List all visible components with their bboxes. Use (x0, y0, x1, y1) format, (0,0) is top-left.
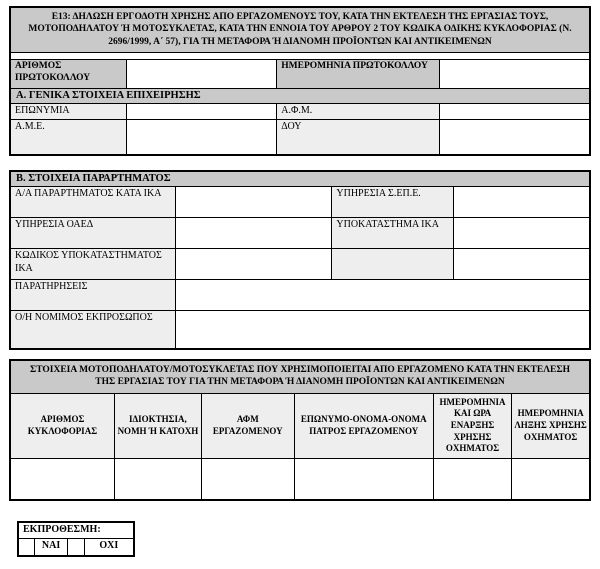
afm-label: Α.Φ.Μ. (277, 104, 439, 120)
empty-input-cell[interactable] (454, 249, 590, 280)
protocol-number-input[interactable] (126, 60, 277, 89)
vehicle-table-heading: ΣΤΟΙΧΕΙΑ ΜΟΤΟΠΟΔΗΛΑΤΟΥ/ΜΟΤΟΣΥΚΛΕΤΑΣ ΠΟΥ ΧΡΗΣΙΜΟΠΟΙΕΙΤΑΙ ΑΠΟ ΕΡΓΑΖΟΜΕΝΟ ΚΑΤΑ ΤΗΝ ΕΚΤΕΛΕΣΗ ΤΗΣ ΕΡΓΑΣΙΑΣ ΤΟΥ ΓΙΑ ΤΗΝ ΜΕΤΑΦΟΡΑ Ή ΔΙΑΝΟΜΗ ΠΡΟΪΟΝΤΩΝ ΚΑΙ ΑΝΤΙΚΕΙΜΕΝΩΝ (10, 360, 590, 393)
col-header-employee-afm: ΑΦΜ ΕΡΓΑΖΟΜΕΝΟΥ (201, 393, 294, 458)
col-header-ownership: ΙΔΙΟΚΤΗΣΙΑ, ΝΟΜΗ Ή ΚΑΤΟΧΗ (114, 393, 201, 458)
late-no-label: ΟΧΙ (84, 538, 134, 556)
oaed-service-input[interactable] (175, 218, 332, 249)
sepe-service-label: ΥΠΗΡΕΣΙΑ Σ.ΕΠ.Ε. (332, 187, 454, 218)
title-spacer (10, 53, 590, 60)
employee-afm-cell[interactable] (201, 458, 294, 500)
registration-number-cell[interactable] (10, 458, 114, 500)
doy-label: ΔΟΥ (277, 120, 439, 156)
section-b-heading: Β. ΣΤΟΙΧΕΙΑ ΠΑΡΑΡΤΗΜΑΤΟΣ (10, 171, 590, 187)
table-row (10, 458, 590, 500)
late-yes-label: ΝΑΙ (34, 538, 68, 556)
vehicle-table (9, 359, 591, 501)
afm-input[interactable] (439, 104, 590, 120)
protocol-date-label: ΗΜΕΡΟΜΗΝΙΑ ΠΡΩΤΟΚΟΛΛΟΥ (277, 60, 439, 89)
remarks-input[interactable] (175, 280, 590, 311)
legal-representative-input[interactable] (175, 311, 590, 350)
company-name-label: ΕΠΩΝΥΜΙΑ (10, 104, 126, 120)
col-header-use-end-date: ΗΜΕΡΟΜΗΝΙΑ ΛΗΞΗΣ ΧΡΗΣΗΣ ΟΧΗΜΑΤΟΣ (512, 393, 590, 458)
section-b-table (9, 170, 591, 350)
ika-branch-label: ΥΠΟΚΑΤΑΣΤΗΜΑ ΙΚΑ (332, 218, 454, 249)
ika-branch-code-input[interactable] (175, 249, 332, 280)
form-title: Ε13: ΔΗΛΩΣΗ ΕΡΓΟΔΟΤΗ ΧΡΗΣΗΣ ΑΠΟ ΕΡΓΑΖΟΜΕΝΟΥΣ ΤΟΥ, ΚΑΤΑ ΤΗΝ ΕΚΤΕΛΕΣΗ ΤΗΣ ΕΡΓΑΣΙΑΣ ΤΟΥΣ, ΜΟΤΟΠΟΔΗΛΑΤΟΥ Ή ΜΟΤΟΣΥΚΛΕΤΑΣ, ΚΑΤΑ ΤΗΝ ΕΝΝΟΙΑ ΤΟΥ ΑΡΘΡΟΥ 2 ΤΟΥ ΚΩΔΙΚΑ ΟΔΙΚΗΣ ΚΥΚΛΟΦΟΡΙΑΣ (Ν. 2696/1999, Α΄ 57), ΓΙΑ ΤΗ ΜΕΤΑΦΟΡΑ Ή ΔΙΑΝΟΜΗ ΠΡΟΪΟΝΤΩΝ ΚΑΙ ΑΝΤΙΚΕΙΜΕΝΩΝ (10, 7, 590, 53)
col-header-use-start-datetime: ΗΜΕΡΟΜΗΝΙΑ ΚΑΙ ΩΡΑ ΕΝΑΡΞΗΣ ΧΡΗΣΗΣ ΟΧΗΜΑΤΟΣ (433, 393, 511, 458)
employee-name-cell[interactable] (294, 458, 433, 500)
ame-input[interactable] (126, 120, 277, 156)
ame-label: Α.Μ.Ε. (10, 120, 126, 156)
legal-representative-label: Ο/Η ΝΟΜΙΜΟΣ ΕΚΠΡΟΣΩΠΟΣ (10, 311, 175, 350)
protocol-number-label: ΑΡΙΘΜΟΣ ΠΡΩΤΟΚΟΛΛΟΥ (10, 60, 126, 89)
late-submission-heading: ΕΚΠΡΟΘΕΣΜΗ: (18, 522, 134, 539)
late-submission-table (17, 521, 135, 557)
col-header-registration-number: ΑΡΙΘΜΟΣ ΚΥΚΛΟΦΟΡΙΑΣ (10, 393, 114, 458)
branch-number-ika-label: Α/Α ΠΑΡΑΡΤΗΜΑΤΟΣ ΚΑΤΑ ΙΚΑ (10, 187, 175, 218)
sepe-service-input[interactable] (454, 187, 590, 218)
header-table (9, 6, 591, 156)
late-no-checkbox[interactable] (68, 538, 84, 556)
empty-label-cell (332, 249, 454, 280)
use-end-cell[interactable] (512, 458, 590, 500)
branch-number-ika-input[interactable] (175, 187, 332, 218)
ika-branch-code-label: ΚΩΔΙΚΟΣ ΥΠΟΚΑΤΑΣΤΗΜΑΤΟΣ ΙΚΑ (10, 249, 175, 280)
doy-input[interactable] (439, 120, 590, 156)
ika-branch-input[interactable] (454, 218, 590, 249)
late-yes-checkbox[interactable] (18, 538, 34, 556)
company-name-input[interactable] (126, 104, 277, 120)
use-start-cell[interactable] (433, 458, 511, 500)
col-header-employee-name: ΕΠΩΝΥΜΟ-ΟΝΟΜΑ-ΟΝΟΜΑ ΠΑΤΡΟΣ ΕΡΓΑΖΟΜΕΝΟΥ (294, 393, 433, 458)
oaed-service-label: ΥΠΗΡΕΣΙΑ ΟΑΕΔ (10, 218, 175, 249)
protocol-date-input[interactable] (439, 60, 590, 89)
ownership-cell[interactable] (114, 458, 201, 500)
remarks-label: ΠΑΡΑΤΗΡΗΣΕΙΣ (10, 280, 175, 311)
section-a-heading: Α. ΓΕΝΙΚΑ ΣΤΟΙΧΕΙΑ ΕΠΙΧΕΙΡΗΣΗΣ (10, 89, 590, 104)
